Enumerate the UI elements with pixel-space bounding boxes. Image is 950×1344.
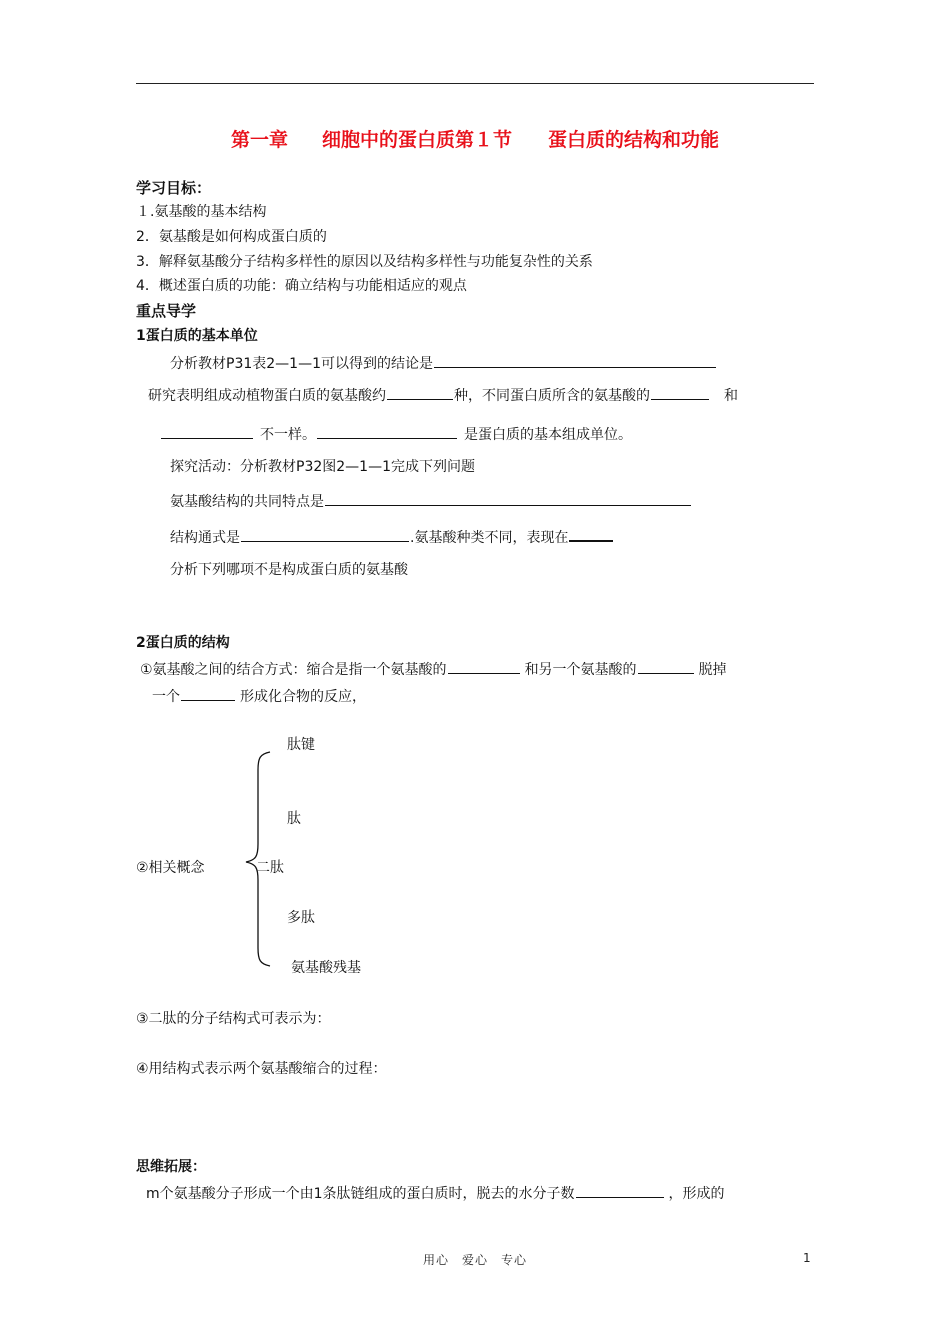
objective-item-2: 2．氨基酸是如何构成蛋白质的 xyxy=(136,229,327,245)
guide-heading: 重点导学 xyxy=(136,302,197,320)
s1-line7: 分析下列哪项不是构成蛋白质的氨基酸 xyxy=(170,562,408,578)
blank-arrangement[interactable] xyxy=(161,424,253,439)
blank-group-2[interactable] xyxy=(638,659,694,674)
s2-para1: ①氨基酸之间的结合方式：缩合是指一个氨基酸的 和另一个氨基酸的 脱掉 xyxy=(140,659,727,679)
blank-conclusion[interactable] xyxy=(434,353,716,368)
s2-para1-cont: 一个 形成化合物的反应， xyxy=(152,686,366,706)
page-number: 1 xyxy=(803,1251,811,1265)
concept-residue: 氨基酸残基 xyxy=(291,960,361,976)
blank-group-1[interactable] xyxy=(448,659,520,674)
objective-item-3: 3．解释氨基酸分子结构多样性的原因以及结构多样性与功能复杂性的关系 xyxy=(136,254,593,270)
objective-item-4: 4．概述蛋白质的功能：确立结构与功能相适应的观点 xyxy=(136,278,467,294)
s1-line3: 不一样。 是蛋白质的基本组成单位。 xyxy=(160,424,632,444)
blank-difference[interactable] xyxy=(569,526,613,542)
concept-peptide-bond: 肽键 xyxy=(287,737,315,753)
blank-byproduct[interactable] xyxy=(181,686,235,701)
extension-heading: 思维拓展： xyxy=(136,1159,206,1175)
section1-heading: 1蛋白质的基本单位 xyxy=(136,328,258,344)
s1-line6: 结构通式是 .氨基酸种类不同，表现在 xyxy=(170,526,614,547)
objective-item-1: １.氨基酸的基本结构 xyxy=(136,204,267,220)
s1-line2: 研究表明组成动植物蛋白质的氨基酸约 种，不同蛋白质所含的氨基酸的 和 xyxy=(148,385,738,405)
title-chapter: 第一章 xyxy=(230,129,288,151)
s1-line5: 氨基酸结构的共同特点是 xyxy=(170,491,692,511)
concept-label: ②相关概念 xyxy=(136,860,205,876)
concept-peptide: 肽 xyxy=(287,811,301,827)
section2-heading: 2蛋白质的结构 xyxy=(136,635,230,651)
blank-common-feature[interactable] xyxy=(325,491,691,506)
footer-motto: 用心 爱心 专心 xyxy=(422,1253,527,1267)
objectives-heading: 学习目标： xyxy=(136,179,212,197)
concept-dipeptide: 二肽 xyxy=(256,860,284,876)
top-rule xyxy=(136,83,814,84)
blank-basic-unit[interactable] xyxy=(317,424,457,439)
concept-polypeptide: 多肽 xyxy=(287,910,315,926)
extension-line1: m个氨基酸分子形成一个由1条肽链组成的蛋白质时，脱去的水分子数 ，形成的 xyxy=(146,1183,725,1203)
blank-amino-kind[interactable] xyxy=(651,385,709,400)
blank-water-count[interactable] xyxy=(576,1183,664,1198)
s2-para3: ③二肽的分子结构式可表示为： xyxy=(136,1011,331,1027)
blank-amino-count[interactable] xyxy=(387,385,453,400)
s1-line4: 探究活动：分析教材P32图2—1—1完成下列问题 xyxy=(170,459,475,475)
title-section: 细胞中的蛋白质第１节 xyxy=(321,129,512,151)
s1-line1: 分析教材P31表2—1—1可以得到的结论是 xyxy=(170,353,717,373)
blank-structural-formula[interactable] xyxy=(241,527,409,542)
s2-para4: ④用结构式表示两个氨基酸缩合的过程： xyxy=(136,1061,387,1077)
title-topic: 蛋白质的结构和功能 xyxy=(548,129,720,151)
page-title xyxy=(0,125,950,152)
